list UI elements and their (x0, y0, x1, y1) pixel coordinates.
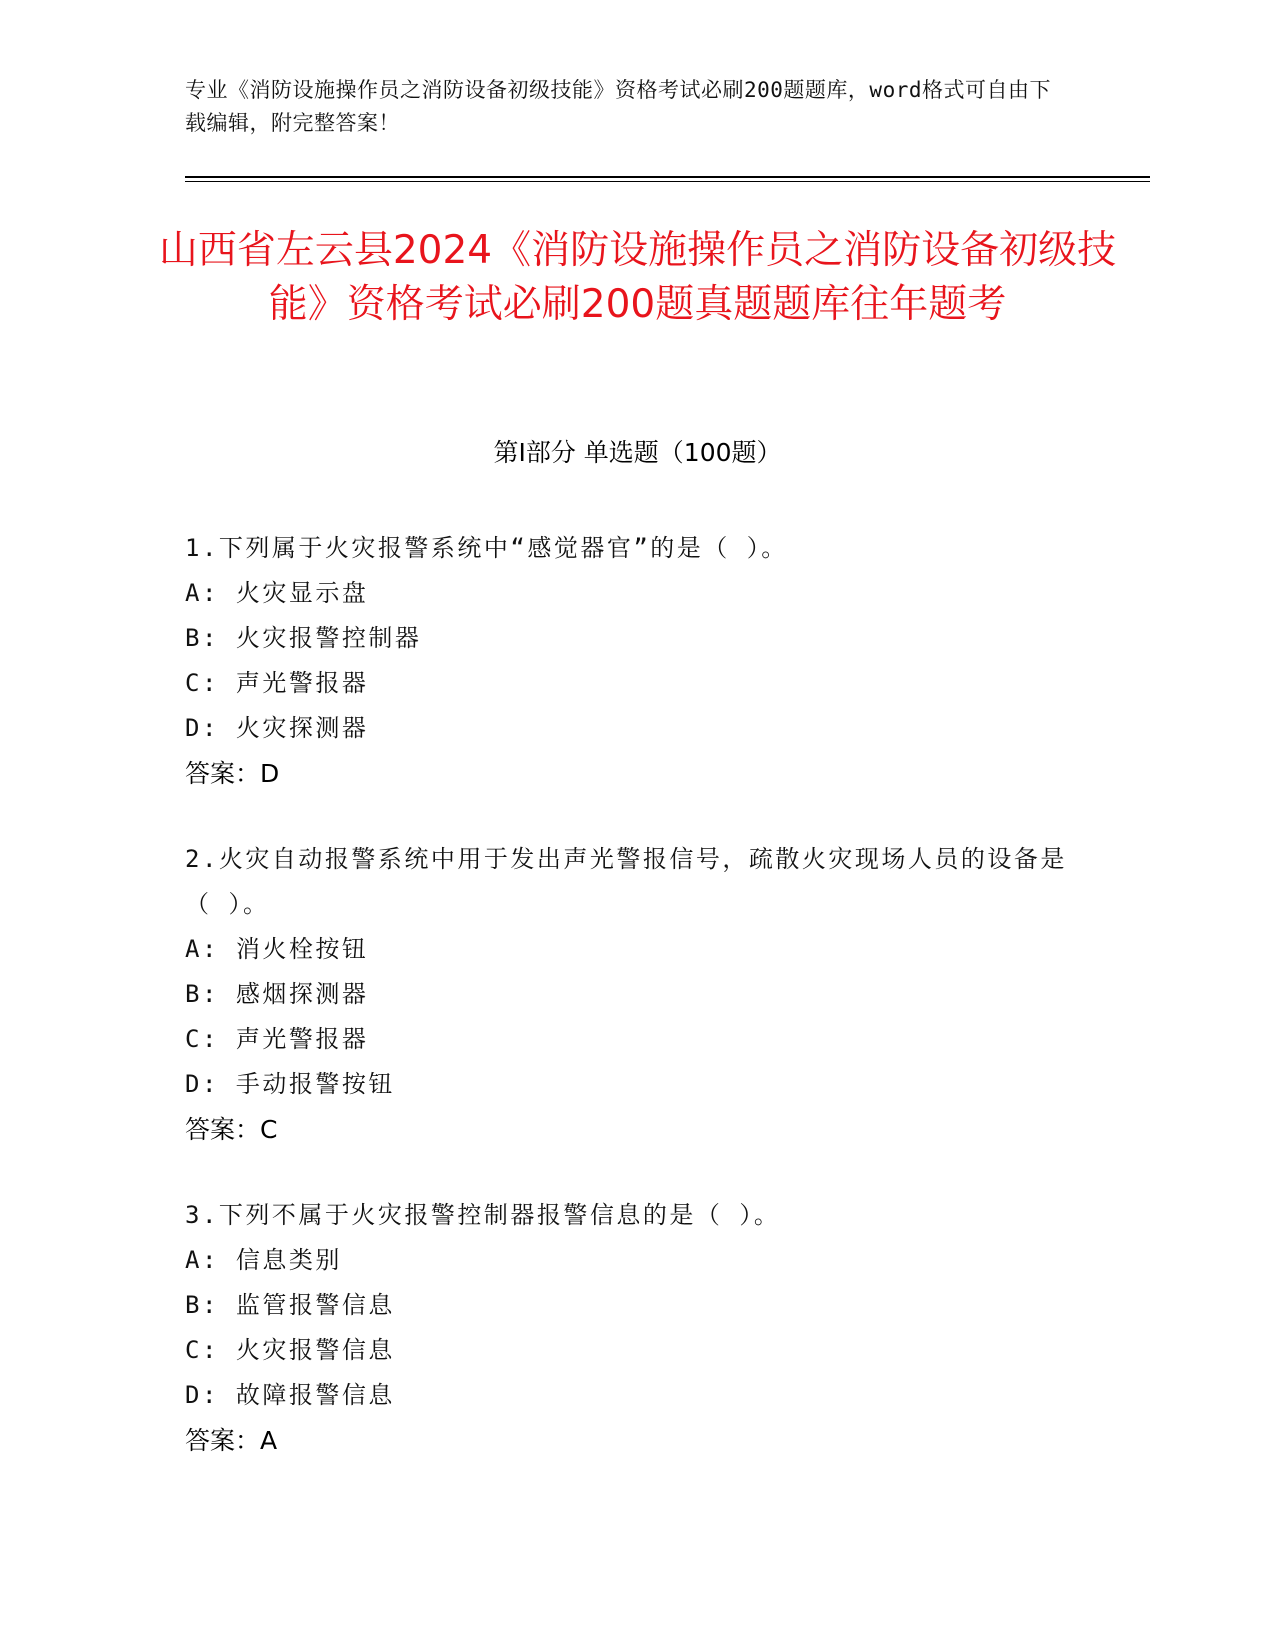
option-c: C: 声光警报器 (185, 1025, 369, 1053)
answer: 答案：A (185, 1426, 278, 1455)
header-divider-thick (185, 176, 1150, 178)
option-a: A: 消火栓按钮 (185, 935, 369, 963)
option-d: D: 火灾探测器 (185, 714, 369, 742)
header-note: 专业《消防设施操作员之消防设备初级技能》资格考试必刷200题题库，word格式可自由下载编辑，附完整答案！ (185, 78, 1051, 135)
question-stem: 3.下列不属于火灾报警控制器报警信息的是（ ）。 (185, 1201, 781, 1229)
answer: 答案：C (185, 1115, 278, 1144)
header-divider-thin (185, 181, 1150, 182)
option-a: A: 火灾显示盘 (185, 579, 369, 607)
question-stem: 2.火灾自动报警系统中用于发出声光警报信号，疏散火灾现场人员的设备是（ ）。 (185, 845, 1067, 918)
option-b: B: 火灾报警控制器 (185, 624, 422, 652)
section-title: 第Ⅰ部分 单选题（100题） (493, 438, 782, 467)
option-b: B: 监管报警信息 (185, 1291, 395, 1319)
question-3 (185, 1193, 1085, 1463)
question-stem: 1.下列属于火灾报警系统中“感觉器官”的是（ ）。 (185, 534, 788, 562)
question-list (185, 526, 1085, 1504)
option-c: C: 火灾报警信息 (185, 1336, 395, 1364)
option-b: B: 感烟探测器 (185, 980, 369, 1008)
option-c: C: 声光警报器 (185, 669, 369, 697)
document-title: 山西省左云县2024《消防设施操作员之消防设备初级技能》资格考试必刷200题真题题库往年题考 (158, 228, 1117, 327)
option-d: D: 故障报警信息 (185, 1381, 395, 1409)
question-2 (185, 837, 1085, 1152)
answer: 答案：D (185, 759, 280, 788)
option-d: D: 手动报警按钮 (185, 1070, 395, 1098)
question-1 (185, 526, 1085, 796)
option-a: A: 信息类别 (185, 1246, 342, 1274)
